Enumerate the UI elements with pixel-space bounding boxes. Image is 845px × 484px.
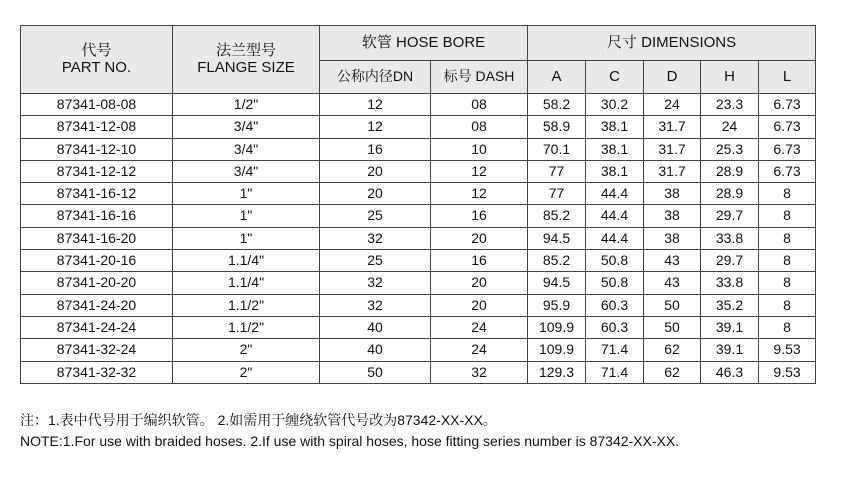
- cell-dim-l: 8: [759, 205, 816, 227]
- header-part-no-en: PART NO.: [61, 58, 132, 76]
- cell-dim-h: 39.1: [701, 316, 759, 338]
- cell-part-no: 87341-08-08: [21, 94, 173, 116]
- cell-dim-c: 71.4: [586, 361, 644, 383]
- cell-dim-h: 46.3: [701, 361, 759, 383]
- cell-dash: 12: [431, 183, 528, 205]
- table-row: [21, 250, 816, 272]
- cell-part-no: 87341-16-12: [21, 183, 173, 205]
- cell-dim-l: 8: [759, 183, 816, 205]
- cell-dn: 20: [320, 160, 431, 182]
- cell-dim-a: 94.5: [528, 272, 586, 294]
- cell-dim-h: 25.3: [701, 138, 759, 160]
- cell-dim-h: 28.9: [701, 183, 759, 205]
- cell-part-no: 87341-20-16: [21, 250, 173, 272]
- cell-dash: 08: [431, 116, 528, 138]
- cell-part-no: 87341-20-20: [21, 272, 173, 294]
- header-flange-size: [173, 26, 320, 94]
- cell-dim-h: 39.1: [701, 339, 759, 361]
- header-dn: 公称内径DN: [320, 61, 431, 94]
- cell-part-no: 87341-12-12: [21, 160, 173, 182]
- cell-dim-a: 85.2: [528, 205, 586, 227]
- cell-part-no: 87341-16-20: [21, 227, 173, 249]
- cell-dim-h: 29.7: [701, 205, 759, 227]
- cell-flange-size: 1": [173, 227, 320, 249]
- cell-dim-d: 62: [644, 339, 701, 361]
- cell-dash: 20: [431, 227, 528, 249]
- cell-dn: 32: [320, 227, 431, 249]
- cell-dim-a: 58.2: [528, 94, 586, 116]
- cell-dash: 32: [431, 361, 528, 383]
- cell-dim-c: 50.8: [586, 250, 644, 272]
- cell-part-no: 87341-24-24: [21, 316, 173, 338]
- cell-dim-c: 44.4: [586, 227, 644, 249]
- table-row: [21, 316, 816, 338]
- cell-dn: 25: [320, 205, 431, 227]
- cell-flange-size: 3/4": [173, 116, 320, 138]
- cell-dim-l: 8: [759, 316, 816, 338]
- cell-dim-l: 6.73: [759, 138, 816, 160]
- cell-dim-l: 8: [759, 294, 816, 316]
- header-dim-h: H: [701, 61, 759, 94]
- table-row: [21, 116, 816, 138]
- cell-flange-size: 2": [173, 361, 320, 383]
- cell-dash: 16: [431, 205, 528, 227]
- header-part-no-cn: 代号: [81, 42, 112, 59]
- header-dash: 标号 DASH: [431, 61, 528, 94]
- cell-flange-size: 2": [173, 339, 320, 361]
- table-row: [21, 138, 816, 160]
- cell-dash: 12: [431, 160, 528, 182]
- table-row: [21, 272, 816, 294]
- cell-dash: 08: [431, 94, 528, 116]
- header-dim-c: C: [586, 61, 644, 94]
- cell-dash: 24: [431, 339, 528, 361]
- cell-dim-h: 35.2: [701, 294, 759, 316]
- header-hose-bore: 软管 HOSE BORE: [320, 26, 528, 61]
- cell-flange-size: 1": [173, 205, 320, 227]
- table-row: [21, 339, 816, 361]
- cell-dim-c: 44.4: [586, 205, 644, 227]
- cell-dim-c: 71.4: [586, 339, 644, 361]
- cell-dim-a: 70.1: [528, 138, 586, 160]
- cell-dim-d: 31.7: [644, 138, 701, 160]
- cell-dim-h: 29.7: [701, 250, 759, 272]
- cell-dim-a: 58.9: [528, 116, 586, 138]
- cell-dim-c: 44.4: [586, 183, 644, 205]
- cell-dash: 16: [431, 250, 528, 272]
- cell-dim-d: 62: [644, 361, 701, 383]
- cell-dim-a: 94.5: [528, 227, 586, 249]
- cell-dim-c: 30.2: [586, 94, 644, 116]
- dimensions-table: [20, 25, 816, 384]
- cell-dim-d: 31.7: [644, 160, 701, 182]
- cell-dim-h: 28.9: [701, 160, 759, 182]
- cell-dn: 20: [320, 183, 431, 205]
- cell-dn: 40: [320, 316, 431, 338]
- notes: [20, 410, 679, 452]
- cell-dim-d: 38: [644, 205, 701, 227]
- cell-dim-a: 77: [528, 160, 586, 182]
- cell-dim-a: 109.9: [528, 339, 586, 361]
- cell-dn: 12: [320, 94, 431, 116]
- cell-dim-l: 8: [759, 250, 816, 272]
- table-body: [21, 94, 816, 384]
- header-flange-size-en: FLANGE SIZE: [197, 58, 295, 76]
- cell-dim-a: 129.3: [528, 361, 586, 383]
- cell-dn: 25: [320, 250, 431, 272]
- cell-dn: 16: [320, 138, 431, 160]
- cell-dim-h: 23.3: [701, 94, 759, 116]
- cell-dim-c: 50.8: [586, 272, 644, 294]
- cell-dim-l: 6.73: [759, 160, 816, 182]
- table-row: [21, 361, 816, 383]
- cell-dim-d: 43: [644, 250, 701, 272]
- header-dim-d: D: [644, 61, 701, 94]
- cell-dn: 32: [320, 272, 431, 294]
- cell-flange-size: 1/2": [173, 94, 320, 116]
- cell-dim-c: 60.3: [586, 316, 644, 338]
- cell-flange-size: 1.1/4": [173, 272, 320, 294]
- cell-flange-size: 1.1/2": [173, 316, 320, 338]
- cell-dim-h: 24: [701, 116, 759, 138]
- header-dimensions: 尺寸 DIMENSIONS: [528, 26, 816, 61]
- cell-dim-d: 50: [644, 294, 701, 316]
- cell-part-no: 87341-32-32: [21, 361, 173, 383]
- cell-dash: 20: [431, 272, 528, 294]
- cell-dim-a: 109.9: [528, 316, 586, 338]
- table-row: [21, 183, 816, 205]
- cell-dim-h: 33.8: [701, 227, 759, 249]
- cell-dim-c: 38.1: [586, 116, 644, 138]
- cell-dim-l: 9.53: [759, 361, 816, 383]
- table-row: [21, 294, 816, 316]
- cell-dim-c: 38.1: [586, 160, 644, 182]
- cell-dim-d: 50: [644, 316, 701, 338]
- cell-dn: 40: [320, 339, 431, 361]
- cell-dim-d: 38: [644, 183, 701, 205]
- header-part-no: [21, 26, 173, 94]
- cell-dim-l: 8: [759, 227, 816, 249]
- cell-dim-c: 60.3: [586, 294, 644, 316]
- cell-dim-l: 6.73: [759, 116, 816, 138]
- header-flange-size-cn: 法兰型号: [215, 42, 276, 59]
- cell-flange-size: 3/4": [173, 160, 320, 182]
- cell-dim-a: 95.9: [528, 294, 586, 316]
- cell-dim-l: 9.53: [759, 339, 816, 361]
- table-row: [21, 227, 816, 249]
- cell-part-no: 87341-12-10: [21, 138, 173, 160]
- cell-dim-a: 77: [528, 183, 586, 205]
- cell-dash: 24: [431, 316, 528, 338]
- note-en: NOTE:1.For use with braided hoses. 2.If use with spiral hoses, hose fitting series number is 87342-XX-XX.: [20, 433, 680, 449]
- cell-part-no: 87341-24-20: [21, 294, 173, 316]
- cell-dn: 32: [320, 294, 431, 316]
- cell-dash: 20: [431, 294, 528, 316]
- cell-dim-d: 38: [644, 227, 701, 249]
- cell-dim-d: 24: [644, 94, 701, 116]
- cell-part-no: 87341-32-24: [21, 339, 173, 361]
- cell-dash: 10: [431, 138, 528, 160]
- cell-part-no: 87341-16-16: [21, 205, 173, 227]
- cell-dim-h: 33.8: [701, 272, 759, 294]
- table-row: [21, 205, 816, 227]
- cell-dim-a: 85.2: [528, 250, 586, 272]
- cell-part-no: 87341-12-08: [21, 116, 173, 138]
- table-row: [21, 160, 816, 182]
- header-dim-a: A: [528, 61, 586, 94]
- cell-flange-size: 3/4": [173, 138, 320, 160]
- cell-dim-l: 8: [759, 272, 816, 294]
- note-cn: 注：1.表中代号用于编织软管。 2.如需用于缠绕软管代号改为87342-XX-XX。: [20, 412, 497, 428]
- cell-flange-size: 1.1/4": [173, 250, 320, 272]
- cell-flange-size: 1.1/2": [173, 294, 320, 316]
- cell-dim-c: 38.1: [586, 138, 644, 160]
- table-row: [21, 94, 816, 116]
- cell-dim-l: 6.73: [759, 94, 816, 116]
- cell-dim-d: 31.7: [644, 116, 701, 138]
- cell-dn: 50: [320, 361, 431, 383]
- cell-dim-d: 43: [644, 272, 701, 294]
- cell-dn: 12: [320, 116, 431, 138]
- cell-flange-size: 1": [173, 183, 320, 205]
- header-dim-l: L: [759, 61, 816, 94]
